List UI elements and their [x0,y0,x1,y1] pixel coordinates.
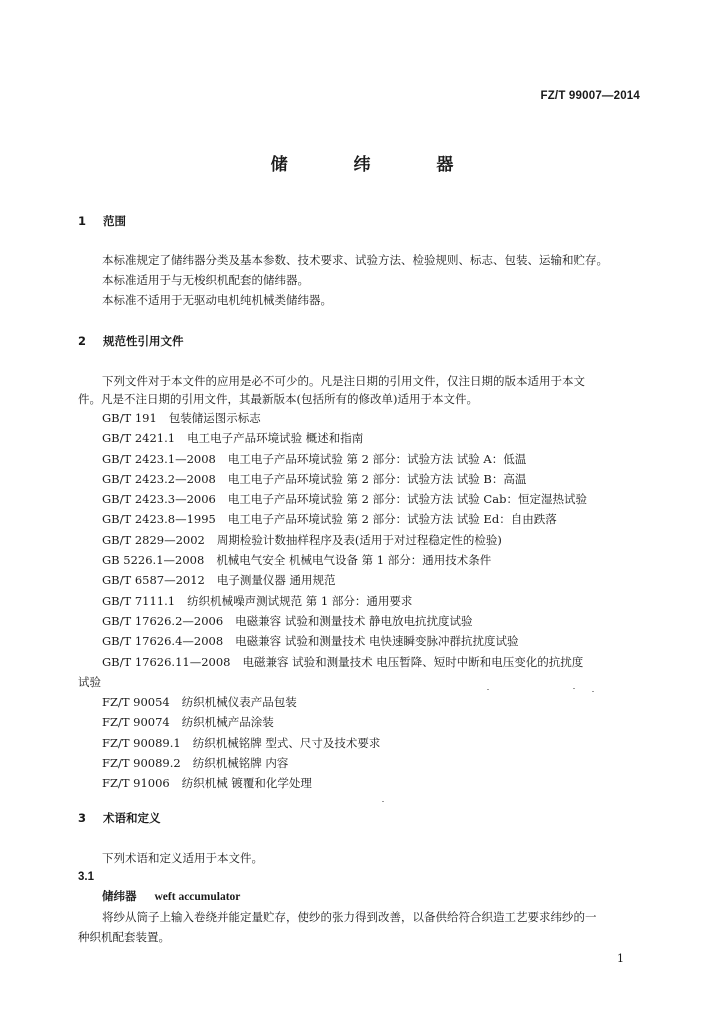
section-1-title: 范围 [103,214,126,228]
reference-code: FZ/T 90089.1 [102,735,181,750]
standard-number: FZ/T 99007—2014 [540,90,640,102]
reference-item [102,776,662,796]
reference-title-continuation: 试验 [78,674,101,689]
section-2-title: 规范性引用文件 [103,334,184,348]
reference-item [102,756,662,776]
reference-item [102,614,662,634]
reference-code: GB/T 2423.2—2008 [102,471,216,486]
term-definition-line: 将纱从筒子上输入卷绕并能定量贮存，使纱的张力得到改善，以备供给符合织造工艺要求纬纱的一 [102,910,597,924]
section-1-paragraph: 本标准规定了储纬器分类及基本参数、技术要求、试验方法、检验规则、标志、包装、运输和贮存。 [102,253,608,267]
reference-item [102,634,662,654]
term-heading [102,889,240,904]
reference-title: 周期检验计数抽样程序及表(适用于对过程稳定性的检验) [216,532,502,547]
section-2-intro-line: 下列文件对于本文件的应用是必不可少的。凡是注日期的引用文件，仅注日期的版本适用于本文 [102,374,585,388]
scan-speck [382,801,384,802]
section-1-heading [78,213,126,229]
reference-title: 包装储运图示标志 [168,411,261,425]
reference-title: 电工电子产品环境试验 概述和指南 [187,431,364,446]
reference-item [102,452,662,472]
reference-item [102,573,662,593]
term-definition-line: 种织机配套装置。 [78,930,170,944]
document-title: 储 纬 器 [270,155,484,175]
reference-title: 纺织机械铭牌 内容 [192,756,289,771]
reference-code: GB 5226.1—2008 [102,553,205,568]
reference-code: GB/T 6587—2012 [102,573,205,588]
reference-code: GB/T 7111.1 [102,593,176,608]
reference-item [102,431,662,451]
section-3-number: 3 [78,811,87,825]
reference-item [102,411,662,431]
reference-code: GB/T 2421.1 [102,431,176,446]
reference-item [78,654,662,696]
section-2-heading [78,333,184,349]
reference-code: FZ/T 90089.2 [102,756,181,771]
reference-title: 电工电子产品环境试验 第 2 部分：试验方法 试验 B：高温 [227,471,527,486]
reference-item [102,512,662,532]
reference-code: FZ/T 91006 [102,776,170,791]
scan-speck [573,688,575,689]
reference-item [102,472,662,492]
reference-title: 电工电子产品环境试验 第 2 部分：试验方法 试验 Ed：自由跌落 [227,512,557,527]
reference-title: 电工电子产品环境试验 第 2 部分：试验方法 试验 A：低温 [227,451,527,466]
section-1-paragraph: 本标准不适用于无驱动电机纯机械类储纬器。 [102,293,332,307]
reference-code: GB/T 191 [102,411,157,425]
reference-item [102,492,662,512]
reference-title: 纺织机械仪表产品包装 [181,695,297,710]
reference-code: GB/T 2423.1—2008 [102,451,216,466]
reference-item [102,594,662,614]
reference-item [102,715,662,735]
reference-code: FZ/T 90074 [102,715,170,730]
reference-title: 纺织机械产品涂装 [181,715,274,730]
reference-code: GB/T 2829—2002 [102,532,205,547]
section-3-title: 术语和定义 [103,811,161,825]
section-2-intro-line: 件。凡是不注日期的引用文件，其最新版本(包括所有的修改单)适用于本文件。 [78,392,478,406]
section-1-paragraph: 本标准适用于与无梭织机配套的储纬器。 [102,273,309,287]
reference-item [102,695,662,715]
term-number: 3.1 [78,871,94,883]
term-english: weft accumulator [154,891,241,903]
section-1-number: 1 [78,214,87,228]
reference-title: 电磁兼容 试验和测量技术 静电放电抗扰度试验 [235,613,473,628]
page-number: 1 [617,952,624,965]
reference-title: 电磁兼容 试验和测量技术 电压暂降、短时中断和电压变化的抗扰度 [242,654,584,669]
section-3-intro: 下列术语和定义适用于本文件。 [102,851,263,865]
term-chinese: 储纬器 [102,889,137,903]
reference-title: 纺织机械噪声测试规范 第 1 部分：通用要求 [187,593,413,608]
reference-title: 机械电气安全 机械电气设备 第 1 部分：通用技术条件 [216,553,492,568]
reference-code: GB/T 2423.8—1995 [102,512,216,527]
reference-item [102,553,662,573]
reference-code: GB/T 2423.3—2006 [102,492,216,507]
section-3-heading [78,810,161,826]
reference-code: GB/T 17626.2—2006 [102,613,224,628]
reference-title: 电工电子产品环境试验 第 2 部分：试验方法 试验 Cab：恒定湿热试验 [227,492,587,507]
reference-code: FZ/T 90054 [102,695,170,710]
scan-speck [592,691,594,692]
reference-item [102,736,662,756]
reference-list [78,411,662,797]
section-2-number: 2 [78,334,87,348]
reference-code: GB/T 17626.11—2008 [102,654,231,669]
reference-title: 电子测量仪器 通用规范 [216,573,336,588]
reference-title: 纺织机械铭牌 型式、尺寸及技术要求 [192,735,381,750]
reference-item [102,533,662,553]
reference-code: GB/T 17626.4—2008 [102,634,224,649]
scan-speck [487,689,489,690]
reference-title: 电磁兼容 试验和测量技术 电快速瞬变脉冲群抗扰度试验 [235,634,519,649]
reference-title: 纺织机械 镀覆和化学处理 [181,776,312,791]
